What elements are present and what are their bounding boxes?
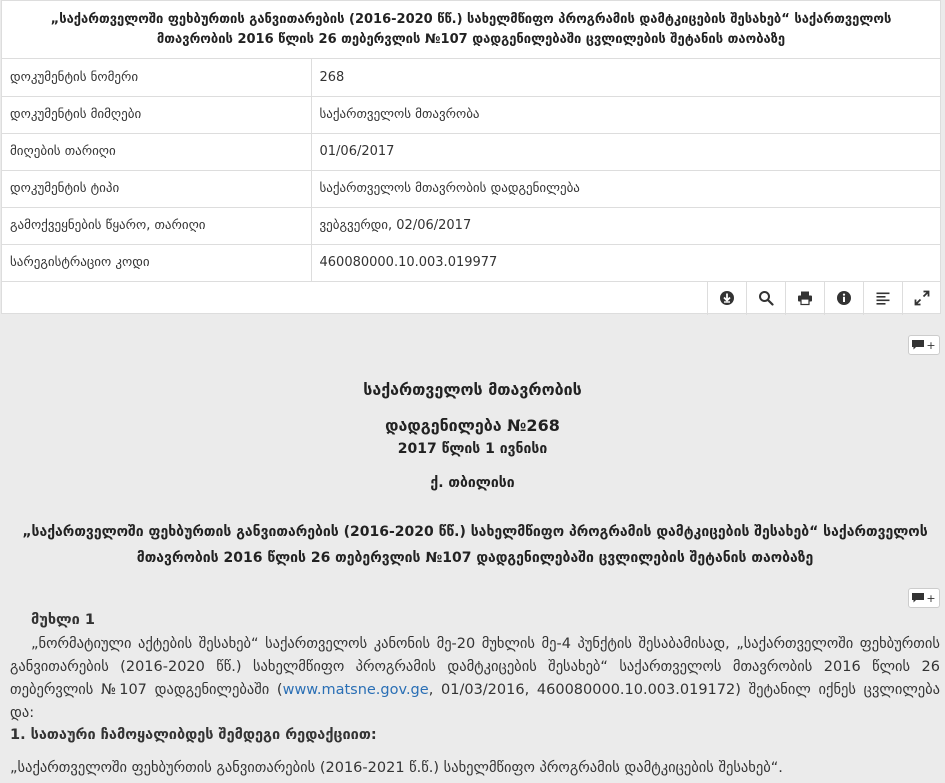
meta-value: 01/06/2017 bbox=[311, 133, 940, 170]
table-row bbox=[2, 59, 940, 96]
meta-value: 268 bbox=[311, 59, 940, 96]
comment-icon bbox=[912, 593, 924, 603]
download-icon bbox=[719, 290, 735, 306]
meta-label: გამოქვეყნების წყარო, თარიღი bbox=[2, 207, 311, 244]
meta-value: ვებგვერდი, 02/06/2017 bbox=[311, 207, 940, 244]
meta-label: დოკუმენტის ტიპი bbox=[2, 170, 311, 207]
print-button[interactable] bbox=[785, 282, 824, 315]
resolution-date: 2017 წლის 1 ივნისი bbox=[397, 441, 548, 457]
table-row bbox=[2, 244, 940, 281]
meta-value: საქართველოს მთავრობა bbox=[311, 96, 940, 133]
info-button[interactable] bbox=[824, 282, 863, 315]
meta-label: დოკუმენტის მიმღები bbox=[2, 96, 311, 133]
download-button[interactable] bbox=[707, 282, 746, 315]
align-left-icon bbox=[875, 290, 891, 306]
article-quote: „საქართველოში ფეხბურთის განვითარების (2016-2021 წ.წ.) სახელმწიფო პროგრამის დამტკიცების შესახებ“. bbox=[10, 760, 783, 776]
resolution-heading: დადგენილება №268 bbox=[385, 416, 560, 435]
paragraph-text: , 01/03/2016, 460080000.10.003.019172) შეტანილ იქნეს ცვლილება და: bbox=[10, 682, 941, 721]
document-meta-panel bbox=[1, 0, 941, 314]
table-row bbox=[2, 133, 940, 170]
meta-label: დოკუმენტის ნომერი bbox=[2, 59, 311, 96]
document-title: „საქართველოში ფეხბურთის განვითარების (2016-2020 წწ.) სახელმწიფო პროგრამის დამტკიცების შესახებ“ საქართველოს მთავრობის 2016 წლის 26 თებერვლის №107 დადგენილებაში ცვლილების შეტანის თაობაზე bbox=[2, 1, 940, 59]
comment-icon bbox=[912, 340, 924, 350]
search-button[interactable] bbox=[746, 282, 785, 315]
table-row bbox=[2, 96, 940, 133]
search-icon bbox=[758, 290, 774, 306]
meta-value: 460080000.10.003.019977 bbox=[311, 244, 940, 281]
paragraph-text: „ნორმატიული აქტების შესახებ“ საქართველოს კანონის მე-20 მუხლის მე-4 პუნქტის შესაბამისად, „საქართველოში ფეხბურთის განვითარების (2016-2020 წწ.) სახელმწიფო პროგრამის დამტკიცების შესახებ“ საქართველოს მთავრობის 2016 წლის 26 თებერვლის №107 დადგენილებაში ( bbox=[10, 636, 940, 698]
add-comment-button[interactable] bbox=[908, 588, 940, 608]
resolution-subject: „საქართველოში ფეხბურთის განვითარების (2016-2020 წწ.) სახელმწიფო პროგრამის დამტკიცების შესახებ“ საქართველოს მთავრობის 2016 წლის 26 თებერვლის №107 დადგენილებაში ცვლილების შეტანის თაობაზე bbox=[22, 524, 928, 566]
article-paragraph bbox=[10, 633, 940, 725]
resolution-city: ქ. თბილისი bbox=[430, 475, 515, 491]
meta-label: მიღების თარიღი bbox=[2, 133, 311, 170]
article-title: მუხლი 1 bbox=[31, 612, 95, 628]
meta-label: სარეგისტრაციო კოდი bbox=[2, 244, 311, 281]
table-row bbox=[2, 207, 940, 244]
article-item: 1. სათაური ჩამოყალიბდეს შემდეგი რედაქციით: bbox=[10, 727, 377, 743]
add-comment-label: + bbox=[926, 338, 936, 352]
add-comment-label: + bbox=[926, 591, 936, 605]
meta-table bbox=[2, 59, 940, 282]
table-row bbox=[2, 170, 940, 207]
document-toolbar bbox=[2, 282, 940, 315]
add-comment-button[interactable] bbox=[908, 335, 940, 355]
meta-value: საქართველოს მთავრობის დადგენილება bbox=[311, 170, 940, 207]
align-left-button[interactable] bbox=[863, 282, 902, 315]
print-icon bbox=[797, 290, 813, 306]
expand-button[interactable] bbox=[902, 282, 941, 315]
issuer-heading: საქართველოს მთავრობის bbox=[363, 380, 582, 399]
expand-icon bbox=[914, 290, 930, 306]
matsne-link[interactable]: www.matsne.gov.ge bbox=[282, 682, 429, 698]
info-icon bbox=[836, 290, 852, 306]
